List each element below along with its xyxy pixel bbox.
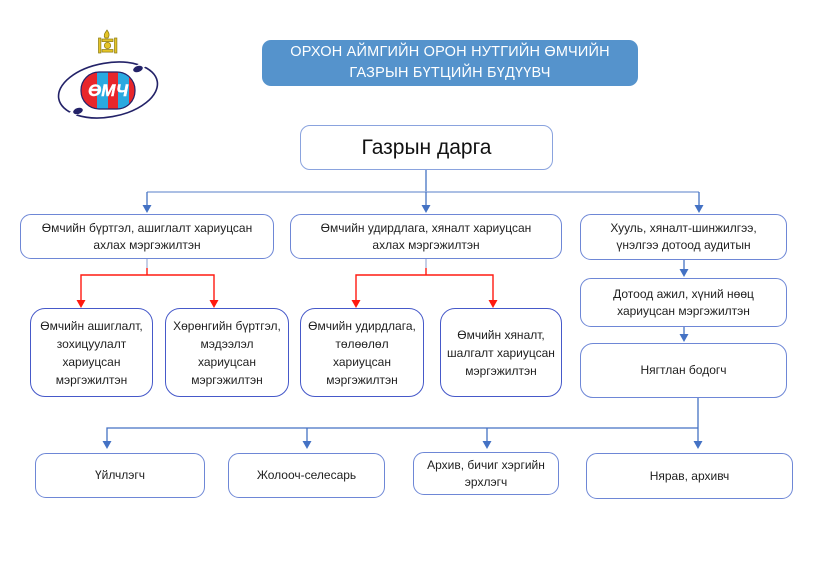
box-senior-management: Өмчийн удирдлага, хяналт хариуцсан ахлах мэргэжилтэн [290,214,562,259]
box-management-specialist: Өмчийн удирдлага, төлөөлөл хариуцсан мэргэжилтэн [300,308,424,397]
box-internal-hr-specialist: Дотоод ажил, хүний нөөц хариуцсан мэргэжилтэн [580,278,787,327]
connector-branch1-red [81,268,214,301]
omch-logo [52,28,164,124]
box-accountant: Нягтлан бодогч [580,343,787,398]
box-asset-registration-specialist: Хөрөнгийн бүртгэл, мэдээлэл хариуцсан мэргэжилтэн [165,308,289,397]
box-legal-audit: Хууль, хяналт-шинжилгээ, үнэлгээ дотоод аудитын [580,214,787,260]
box-director: Газрын дарга [300,125,553,170]
box-storekeeper-archivist: Нярав, архивч [586,453,793,499]
box-archive-clerk: Архив, бичиг хэргийн эрхлэгч [413,452,559,495]
soyombo-icon [99,30,117,53]
box-driver: Жолооч-селесарь [228,453,385,498]
title-line-1: ОРХОН АЙМГИЙН ОРОН НУТГИЙН ӨМЧИЙН [290,43,610,60]
logo-emblem [81,72,135,109]
box-inspection-specialist: Өмчийн хяналт, шалгалт хариуцсан мэргэжилтэн [440,308,562,397]
title-line-2: ГАЗРЫН БҮТЦИЙН БҮДҮҮВЧ [349,65,551,81]
connector-bottom-row [107,398,698,441]
title-banner [262,40,638,86]
connector-branch2-red [356,268,493,301]
box-cleaner: Үйлчлэгч [35,453,205,498]
box-senior-registration: Өмчийн бүртгэл, ашиглалт хариуцсан ахлах мэргэжилтэн [20,214,274,259]
box-usage-specialist: Өмчийн ашиглалт, зохицуулалт хариуцсан мэргэжилтэн [30,308,153,397]
logo-monogram: ӨМЧ [87,81,129,100]
